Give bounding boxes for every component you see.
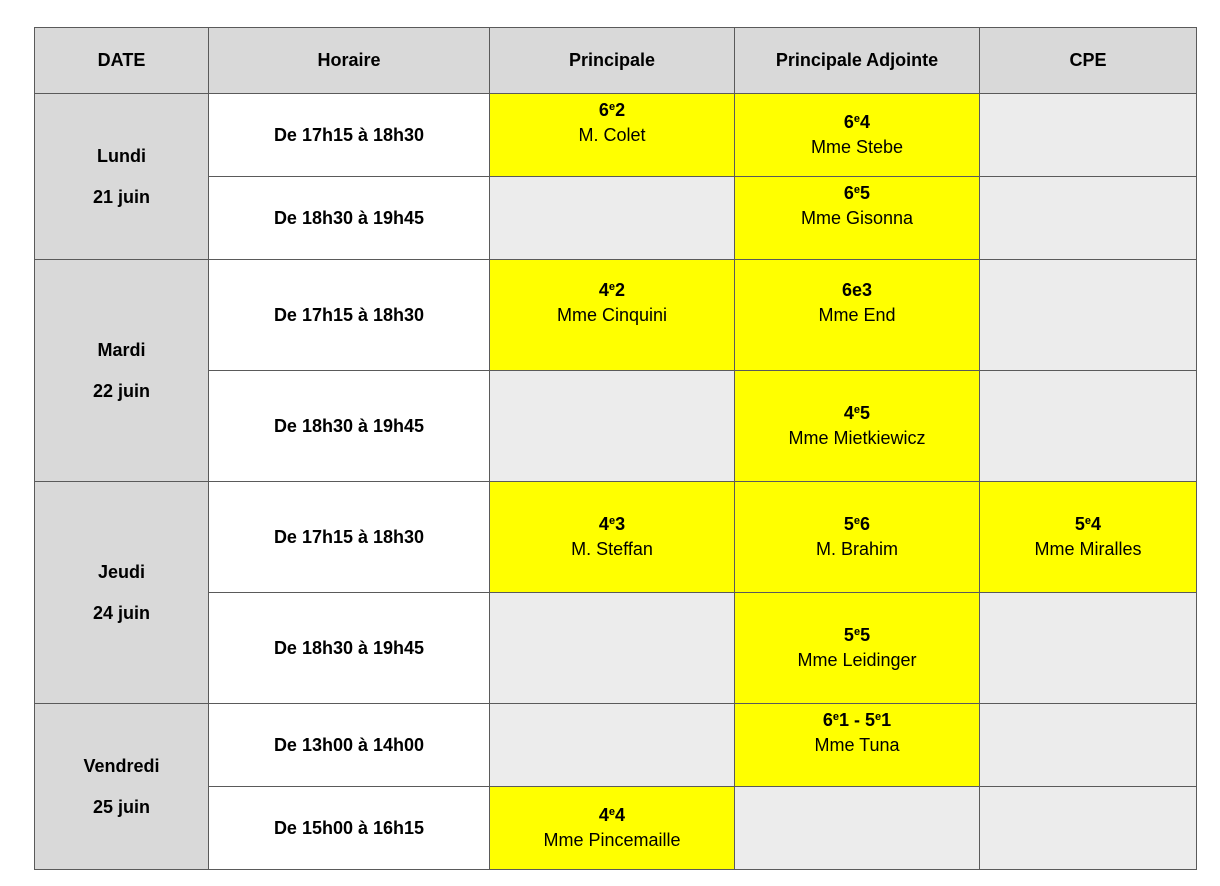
time-cell: De 17h15 à 18h30 [209, 260, 490, 371]
header-principale: Principale [490, 28, 735, 94]
class-label: 4e3 [598, 514, 626, 534]
class-label: 5e6 [843, 514, 871, 534]
header-row [35, 28, 1197, 94]
time-cell: De 17h15 à 18h30 [209, 482, 490, 593]
slot-cpe-empty [980, 787, 1197, 870]
table-row [35, 787, 1197, 870]
slot-principale-empty [490, 704, 735, 787]
teacher-name: Mme Cinquini [556, 305, 668, 325]
teacher-name: Mme Mietkiewicz [788, 428, 926, 448]
day-cell [35, 704, 209, 870]
day-name: Vendredi [83, 755, 160, 776]
slot-adjointe [735, 371, 980, 482]
slot-principale [490, 260, 735, 371]
table-row [35, 704, 1197, 787]
class-label: 4e2 [598, 280, 626, 300]
slot-principale-empty [490, 593, 735, 704]
table-row [35, 593, 1197, 704]
slot-adjointe-empty [735, 787, 980, 870]
slot-cpe-empty [980, 371, 1197, 482]
time-cell: De 18h30 à 19h45 [209, 371, 490, 482]
schedule-table [34, 27, 1197, 870]
slot-cpe-empty [980, 704, 1197, 787]
teacher-name: Mme Tuna [814, 735, 900, 755]
header-cpe: CPE [980, 28, 1197, 94]
table-row [35, 94, 1197, 177]
slot-cpe-empty [980, 593, 1197, 704]
header-date: DATE [35, 28, 209, 94]
teacher-name: Mme Miralles [1034, 539, 1142, 559]
table-row [35, 177, 1197, 260]
class-label: 6e5 [843, 183, 871, 203]
class-label: 4e5 [843, 403, 871, 423]
day-date: 21 juin [92, 186, 150, 207]
slot-adjointe [735, 593, 980, 704]
slot-cpe-empty [980, 177, 1197, 260]
class-label: 6e3 [841, 280, 873, 300]
time-cell: De 17h15 à 18h30 [209, 94, 490, 177]
time-cell: De 13h00 à 14h00 [209, 704, 490, 787]
class-label: 6e2 [598, 100, 626, 120]
slot-cpe [980, 482, 1197, 593]
teacher-name: Mme End [818, 305, 896, 325]
table-row [35, 260, 1197, 371]
slot-principale-empty [490, 371, 735, 482]
day-name: Jeudi [97, 561, 145, 582]
slot-adjointe [735, 177, 980, 260]
slot-cpe-empty [980, 260, 1197, 371]
teacher-name: Mme Leidinger [797, 650, 917, 670]
slot-principale [490, 787, 735, 870]
teacher-name: M. Brahim [815, 539, 898, 559]
slot-adjointe [735, 260, 980, 371]
slot-principale [490, 94, 735, 177]
slot-principale-empty [490, 177, 735, 260]
class-label: 6e4 [843, 112, 871, 132]
time-cell: De 15h00 à 16h15 [209, 787, 490, 870]
slot-adjointe [735, 704, 980, 787]
class-label: 6e1 - 5e1 [822, 710, 892, 730]
day-name: Lundi [97, 145, 146, 166]
day-date: 22 juin [92, 380, 150, 401]
teacher-name: M. Steffan [571, 539, 653, 559]
class-label: 4e4 [598, 805, 626, 825]
teacher-name: Mme Pincemaille [543, 830, 681, 850]
day-date: 25 juin [92, 796, 150, 817]
day-cell [35, 94, 209, 260]
teacher-name: Mme Stebe [810, 137, 904, 157]
day-name: Mardi [97, 339, 146, 360]
day-cell [35, 260, 209, 482]
slot-adjointe [735, 482, 980, 593]
teacher-name: Mme Gisonna [800, 208, 914, 228]
header-horaire: Horaire [209, 28, 490, 94]
teacher-name: M. Colet [578, 125, 646, 145]
day-date: 24 juin [92, 602, 150, 623]
header-principale-adjointe: Principale Adjointe [735, 28, 980, 94]
time-cell: De 18h30 à 19h45 [209, 177, 490, 260]
table-row [35, 371, 1197, 482]
table-row [35, 482, 1197, 593]
class-label: 5e5 [843, 625, 871, 645]
slot-cpe-empty [980, 94, 1197, 177]
slot-principale [490, 482, 735, 593]
class-label: 5e4 [1074, 514, 1102, 534]
slot-adjointe [735, 94, 980, 177]
day-cell [35, 482, 209, 704]
time-cell: De 18h30 à 19h45 [209, 593, 490, 704]
